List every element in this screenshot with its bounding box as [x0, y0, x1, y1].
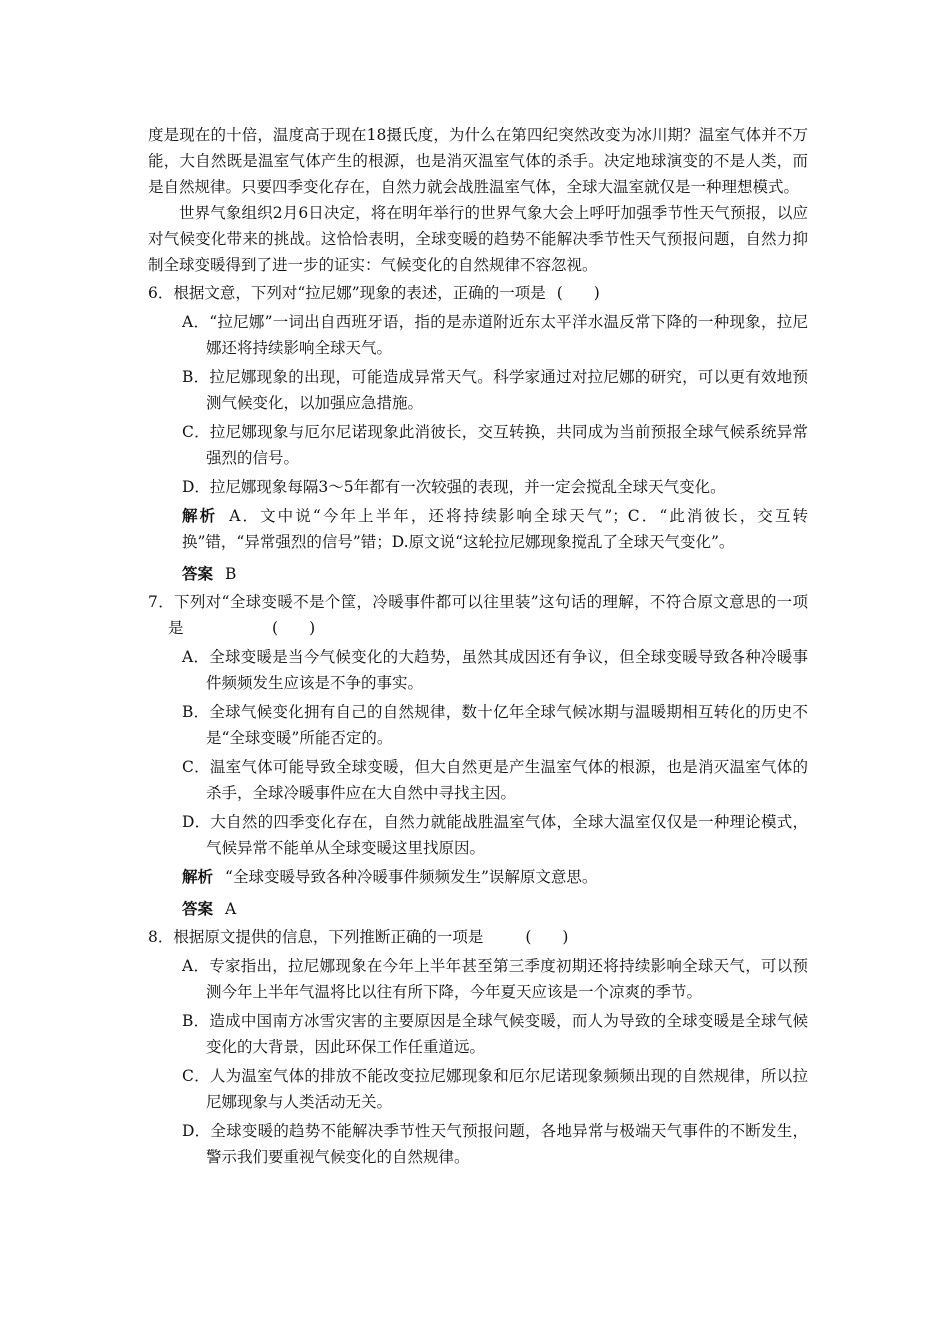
analysis-label: 解析 [182, 506, 218, 525]
option-c: C．人为温室气体的排放不能改变拉尼娜现象和厄尔尼诺现象频频出现的自然规律，所以拉尼娜现象与人类活动无关。 [182, 1067, 808, 1111]
analysis [148, 864, 808, 890]
option-a: A．专家指出，拉尼娜现象在今年上半年甚至第三季度初期还将持续影响全球天气，可以预测今年上半年气温将比以往有所下降，今年夏天应该是一个凉爽的季节。 [182, 957, 808, 1001]
passage-paragraph-2: 世界气象组织2月6日决定，将在明年举行的世界气象大会上呼吁加强季节性天气预报，以应对气候变化带来的挑战。这恰恰表明，全球变暖的趋势不能解决季节性天气预报问题，自然力抑制全球变暖得到了进一步的证实：气候变化的自然规律不容忽视。 [148, 204, 808, 274]
answer-label: 答案 [182, 899, 214, 918]
question-8 [148, 924, 808, 1170]
option-d: D．大自然的四季变化存在，自然力就能战胜温室气体，全球大温室仅仅是一种理论模式，气候异常不能单从全球变暖这里找原因。 [182, 813, 808, 857]
answer-value: B [225, 565, 237, 583]
analysis [148, 503, 808, 555]
answer-bracket: ( ) [556, 284, 600, 302]
option-a: A．“拉尼娜”一词出自西班牙语，指的是赤道附近东太平洋水温反常下降的一种现象，拉尼娜还将持续影响全球天气。 [182, 313, 808, 357]
answer-value: A [225, 900, 237, 918]
answer-label: 答案 [182, 564, 214, 583]
question-stem [148, 280, 808, 306]
option-a: A．全球变暖是当今气候变化的大趋势，虽然其成因还有争议，但全球变暖导致各种冷暖事件频频发生应该是不争的事实。 [182, 648, 808, 692]
option-b: B．全球气候变化拥有自己的自然规律，数十亿年全球气候冰期与温暖期相互转化的历史不是“全球变暖”所能否定的。 [182, 703, 808, 747]
question-stem [148, 924, 808, 950]
option-d: D．拉尼娜现象每隔3～5年都有一次较强的表现，并一定会搅乱全球天气变化。 [182, 478, 726, 496]
answer [148, 896, 808, 922]
question-stem [148, 589, 808, 641]
question-6 [148, 280, 808, 587]
option-c: C．温室气体可能导致全球变暖，但大自然更是产生温室气体的根源，也是消灭温室气体的杀手，全球冷暖事件应在大自然中寻找主因。 [182, 758, 808, 802]
answer [148, 561, 808, 587]
option-b: B．造成中国南方冰雪灾害的主要原因是全球气候变暖，而人为导致的全球变暖是全球气候变化的大背景，因此环保工作任重道远。 [182, 1012, 808, 1056]
answer-bracket: ( ) [525, 928, 569, 946]
analysis-text: A．文中说“今年上半年，还将持续影响全球天气”；C．“此消彼长，交互转换”错，“异常强烈的信号”错；D.原文说“这轮拉尼娜现象搅乱了全球天气变化”。 [182, 507, 808, 551]
question-stem-text: 6．根据文意，下列对“拉尼娜”现象的表述，正确的一项是 [148, 284, 546, 302]
analysis-label: 解析 [182, 867, 214, 886]
document-content [148, 122, 808, 1170]
question-stem-text: 8．根据原文提供的信息，下列推断正确的一项是 [148, 928, 484, 946]
analysis-text: “全球变暖导致各种冷暖事件频频发生”误解原文意思。 [225, 868, 598, 886]
question-stem-text: 7．下列对“全球变暖不是个筐，冷暖事件都可以往里装”这句话的理解，不符合原文意思的一项是 [148, 593, 808, 637]
passage-paragraph-1: 度是现在的十倍，温度高于现在18摄氏度，为什么在第四纪突然改变为冰川期？温室气体并不万能，大自然既是温室气体产生的根源，也是消灭温室气体的杀手。决定地球演变的不是人类，而是自然规律。只要四季变化存在，自然力就会战胜温室气体，全球大温室就仅是一种理想模式。 [148, 126, 808, 196]
option-b: B．拉尼娜现象的出现，可能造成异常天气。科学家通过对拉尼娜的研究，可以更有效地预测气候变化，以加强应急措施。 [182, 368, 808, 412]
question-7 [148, 589, 808, 922]
answer-bracket: ( ) [272, 619, 316, 637]
option-c: C．拉尼娜现象与厄尔尼诺现象此消彼长，交互转换，共同成为当前预报全球气候系统异常强烈的信号。 [182, 423, 808, 467]
option-d: D．全球变暖的趋势不能解决季节性天气预报问题，各地异常与极端天气事件的不断发生，警示我们要重视气候变化的自然规律。 [182, 1122, 808, 1166]
